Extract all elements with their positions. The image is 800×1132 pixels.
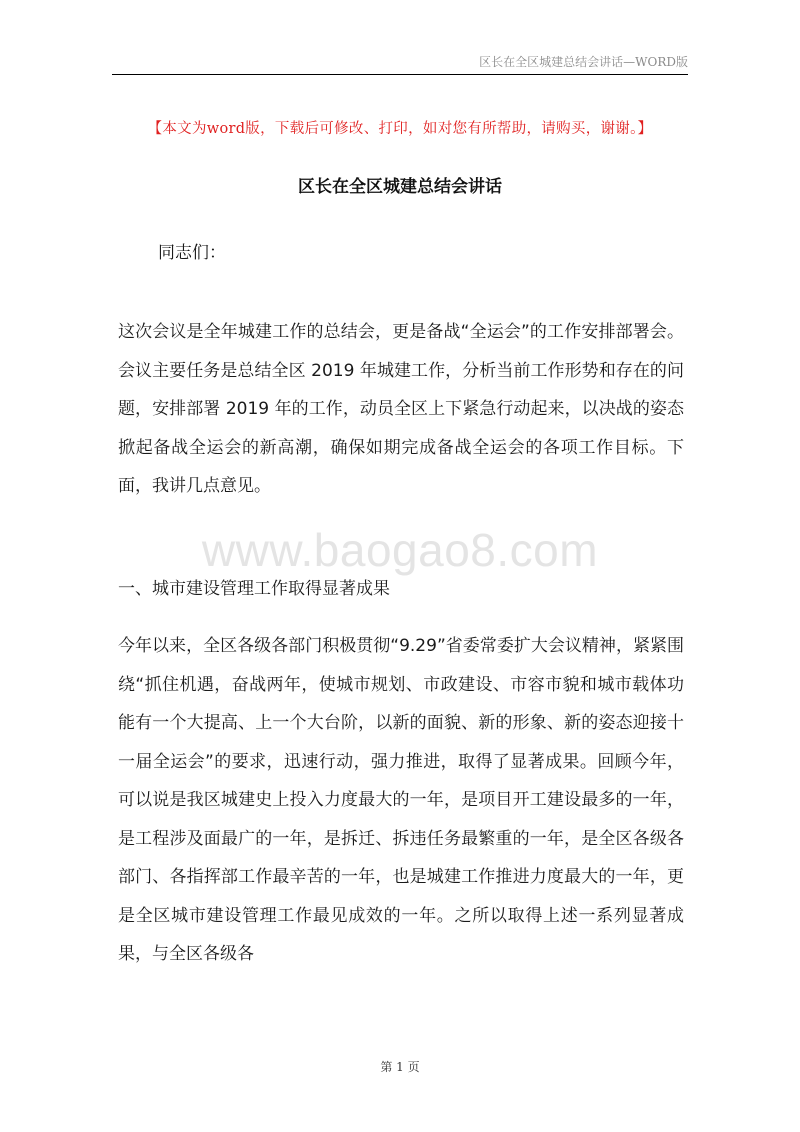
- document-title: 区长在全区城建总结会讲话: [298, 177, 502, 197]
- purchase-notice: 【本文为word版，下载后可修改、打印，如对您有所帮助，请购买，谢谢。】: [147, 121, 653, 137]
- body-paragraph: 这次会议是全年城建工作的总结会，更是备战“全运会”的工作安排部署会。会议主要任务是总结全区 2019 年城建工作，分析当前工作形势和存在的问题，安排部署 2019 年的工作，动员全区上下紧急行动起来，以决战的姿态掀起备战全运会的新高潮，确保如期完成备战全运会的各项工作目标。下面，我讲几点意见。: [118, 322, 684, 496]
- page-number: 第 1 页: [380, 1060, 420, 1074]
- section-heading: 一、城市建设管理工作取得显著成果: [118, 579, 390, 599]
- salutation: 同志们：: [158, 243, 226, 263]
- body-paragraph: 今年以来，全区各级各部门积极贯彻“9.29”省委常委扩大会议精神，紧紧围绕“抓住机遇，奋战两年，使城市规划、市政建设、市容市貌和城市载体功能有一个大提高、上一个大台阶，以新的面貌、新的形象、新的姿态迎接十一届全运会”的要求，迅速行动，强力推进，取得了显著成果。回顾今年，可以说是我区城建史上投入力度最大的一年，是项目开工建设最多的一年，是工程涉及面最广的一年，是拆迁、拆违任务最繁重的一年，是全区各级各部门、各指挥部工作最辛苦的一年，也是城建工作推进力度最大的一年，更是全区城市建设管理工作最见成效的一年。之所以取得上述一系列显著成果，与全区各级各: [118, 636, 684, 964]
- running-header: 区长在全区城建总结会讲话—WORD版: [112, 52, 688, 75]
- watermark-text: www.baogao8.com: [201, 524, 599, 576]
